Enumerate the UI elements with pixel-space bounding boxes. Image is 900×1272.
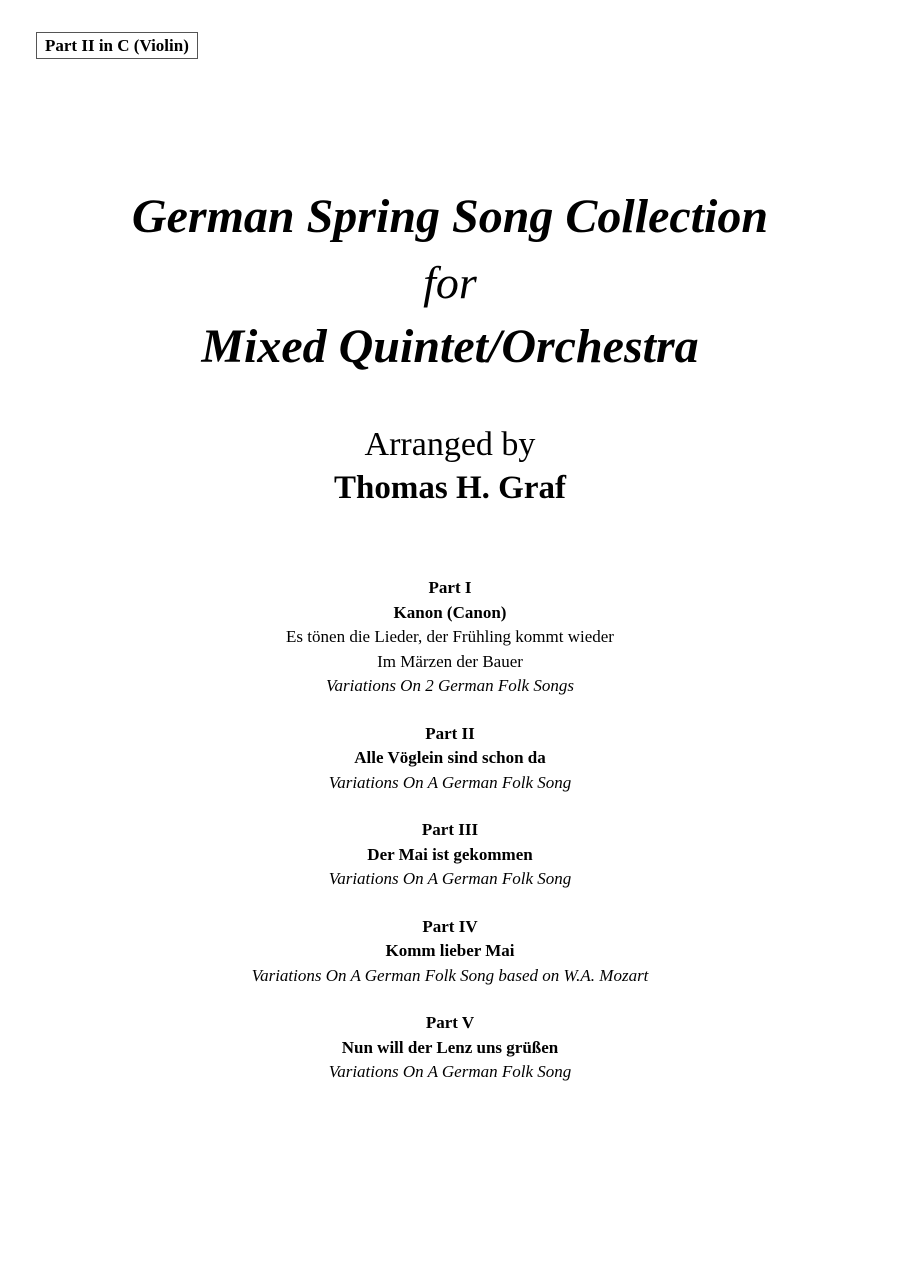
part-entry <box>0 818 900 892</box>
arranged-by-label: Arranged by <box>364 426 536 463</box>
part-title: Alle Vöglein sind schon da <box>354 748 546 767</box>
ensemble-title: Mixed Quintet/Orchestra <box>201 320 699 373</box>
parts-list <box>0 576 900 1108</box>
part-number: Part I <box>428 578 472 597</box>
collection-title: German Spring Song Collection <box>131 190 769 243</box>
part-subtitle: Variations On 2 German Folk Songs <box>326 676 574 695</box>
song-title: Im Märzen der Bauer <box>377 651 523 671</box>
part-entry <box>0 1011 900 1085</box>
song-title: Es tönen die Lieder, der Frühling kommt wieder <box>286 627 614 646</box>
title-connector: for <box>423 257 477 308</box>
part-number: Part IV <box>422 916 478 936</box>
part-subtitle: Variations On A German Folk Song <box>328 1062 572 1081</box>
part-title: Nun will der Lenz uns grüßen <box>341 1037 559 1057</box>
arranger-name: Thomas H. Graf <box>334 470 566 506</box>
part-subtitle: Variations On A German Folk Song <box>328 869 572 888</box>
part-number: Part III <box>421 820 479 839</box>
part-title: Komm lieber Mai <box>385 941 515 960</box>
part-title: Kanon (Canon) <box>393 602 507 622</box>
part-number: Part V <box>425 1013 475 1032</box>
part-entry <box>0 722 900 796</box>
part-entry <box>0 915 900 989</box>
part-number: Part II <box>425 723 475 743</box>
part-subtitle: Variations On A German Folk Song <box>328 772 572 792</box>
part-entry <box>0 576 900 699</box>
part-title: Der Mai ist gekommen <box>367 844 533 864</box>
part-subtitle: Variations On A German Folk Song based on W.A. Mozart <box>251 965 649 985</box>
instrument-part-label: Part II in C (Violin) <box>36 32 198 59</box>
